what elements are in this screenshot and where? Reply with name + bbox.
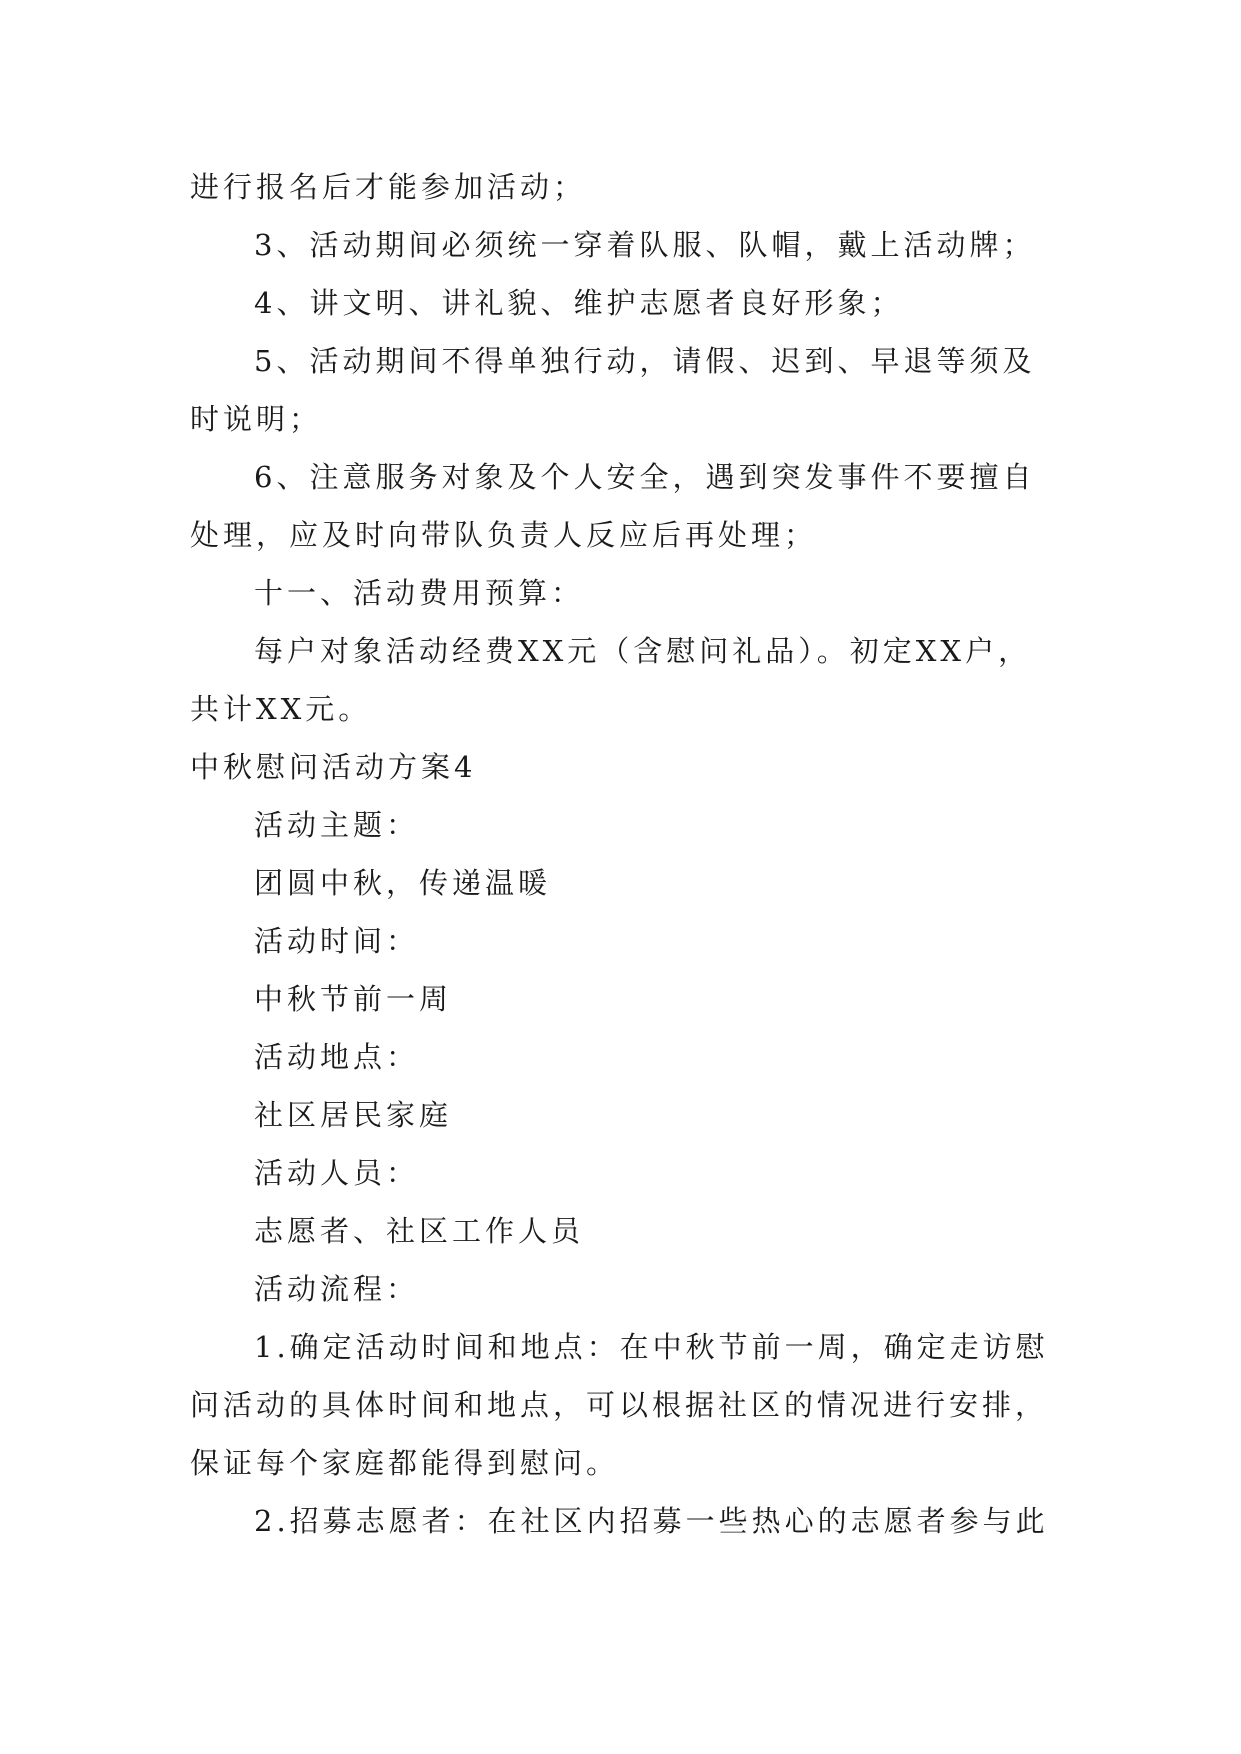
value-theme: 团圆中秋，传递温暖 [254,866,552,900]
paragraph-continuation: 进行报名后才能参加活动； [190,170,587,204]
label-people: 活动人员： [254,1156,420,1190]
label-time: 活动时间： [254,924,420,958]
label-process: 活动流程： [254,1272,420,1306]
value-location: 社区居民家庭 [254,1098,453,1132]
paragraph-rule-4: 4、讲文明、讲礼貌、维护志愿者良好形象； [254,286,904,320]
paragraph-rule-6: 6、注意服务对象及个人安全，遇到突发事件不要擅自处理，应及时向带队负责人反应后再处理； [190,460,1036,552]
label-theme: 活动主题： [254,808,420,842]
document-body [190,158,1062,1550]
paragraph-rule-5: 5、活动期间不得单独行动，请假、迟到、早退等须及时说明； [190,344,1036,436]
paragraph-budget: 每户对象活动经费XX元（含慰问礼品）。初定XX户，共计XX元。 [190,634,1032,726]
value-people: 志愿者、社区工作人员 [254,1214,585,1248]
value-time: 中秋节前一周 [254,982,453,1016]
process-step-2: 2.招募志愿者：在社区内招募一些热心的志愿者参与此 [254,1504,1049,1538]
label-location: 活动地点： [254,1040,420,1074]
process-step-1: 1.确定活动时间和地点：在中秋节前一周，确定走访慰问活动的具体时间和地点，可以根据社区的情况进行安排，保证每个家庭都能得到慰问。 [190,1330,1049,1480]
plan-title: 中秋慰问活动方案4 [190,750,477,784]
section-heading-budget: 十一、活动费用预算： [254,576,585,610]
paragraph-rule-3: 3、活动期间必须统一穿着队服、队帽，戴上活动牌； [254,228,1036,262]
